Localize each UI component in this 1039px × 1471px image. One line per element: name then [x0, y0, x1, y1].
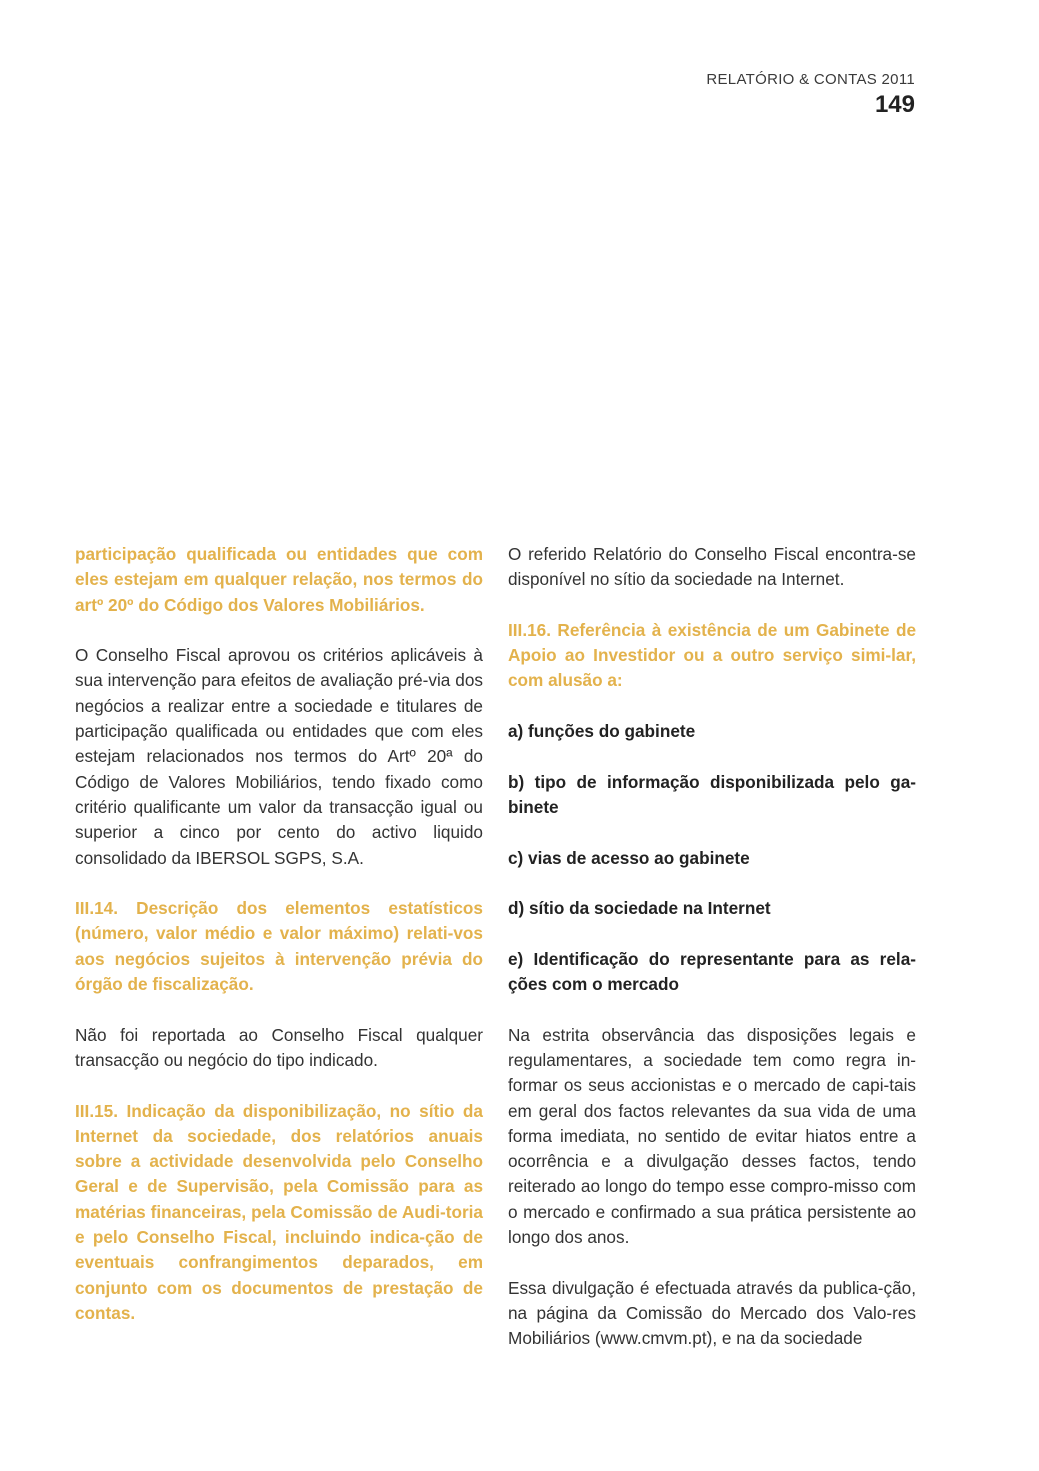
- page-number: 149: [874, 91, 915, 118]
- paragraph-criteria: O Conselho Fiscal aprovou os critérios aplicáveis à sua intervenção para efeitos de avaliação pré-via dos negócios a realizar entre a sociedade e titulares de participação qualificada ou entidades que com eles estejam relacionados nos termos do Artº 20ª do Código de Valores Mobiliários, tendo fixado como critério qualificante um valor da transacção igual ou superior a cinco por cento do activo liquido consolidado da IBERSOL SGPS, S.A.: [75, 645, 483, 868]
- paragraph-report-available: O referido Relatório do Conselho Fiscal encontra-se disponível no sítio da sociedade na Internet.: [508, 544, 916, 590]
- paragraph-disclosure-policy: Na estrita observância das disposições legais e regulamentares, a sociedade tem como regra in-formar os seus accionistas e o mercado de capi-tais em geral dos factos relevantes da sua vida de uma forma imediata, no sentido de evitar hiatos entre a ocorrência e a divulgação desses factos, tendo reiterado ao longo do tempo esse compro-misso com o mercado e confirmado a sua prática persistente ao longo dos anos.: [508, 1024, 916, 1248]
- right-column: [508, 542, 916, 1352]
- item-e: e) Identificação do representante para as rela-ções com o mercado: [508, 948, 916, 995]
- section-heading-continued: participação qualificada ou entidades que com eles estejam em qualquer relação, nos termos do artº 20º do Código dos Valores Mobiliários.: [75, 544, 483, 615]
- section-heading-iii-15: III.15. Indicação da disponibilização, no sítio da Internet da sociedade, dos relatórios anuais sobre a actividade desenvolvida pelo Conselho Geral e de Supervisão, pela Comissão para as matérias financeiras, pela Comissão de Audi-toria e pelo Conselho Fiscal, incluindo indica-ção de eventuais confrangimentos deparados, em conjunto com os documentos de prestação de contas.: [75, 1100, 483, 1323]
- item-b: b) tipo de informação disponibilizada pelo ga-binete: [508, 771, 916, 817]
- section-heading-iii-16: III.16. Referência à existência de um Gabinete de Apoio ao Investidor ou a outro serviço simi-lar, com alusão a:: [508, 619, 916, 691]
- page-header: [706, 70, 915, 119]
- paragraph-no-transactions: Não foi reportada ao Conselho Fiscal qualquer transacção ou negócio do tipo indicado.: [75, 1024, 483, 1070]
- item-c: c) vias de acesso ao gabinete: [508, 847, 750, 868]
- section-heading-iii-14: III.14. Descrição dos elementos estatísticos (número, valor médio e valor máximo) relati-vos aos negócios sujeitos à intervenção prévia do órgão de fiscalização.: [75, 898, 483, 995]
- report-title: RELATÓRIO & CONTAS 2011: [706, 71, 915, 88]
- left-column: [75, 542, 483, 1326]
- item-d: d) sítio da sociedade na Internet: [508, 898, 771, 919]
- paragraph-disclosure-channels: Essa divulgação é efectuada através da publica-ção, na página da Comissão do Mercado dos Valo-res Mobiliários (www.cmvm.pt), e na da sociedade: [508, 1277, 916, 1349]
- item-a: a) funções do gabinete: [508, 721, 696, 742]
